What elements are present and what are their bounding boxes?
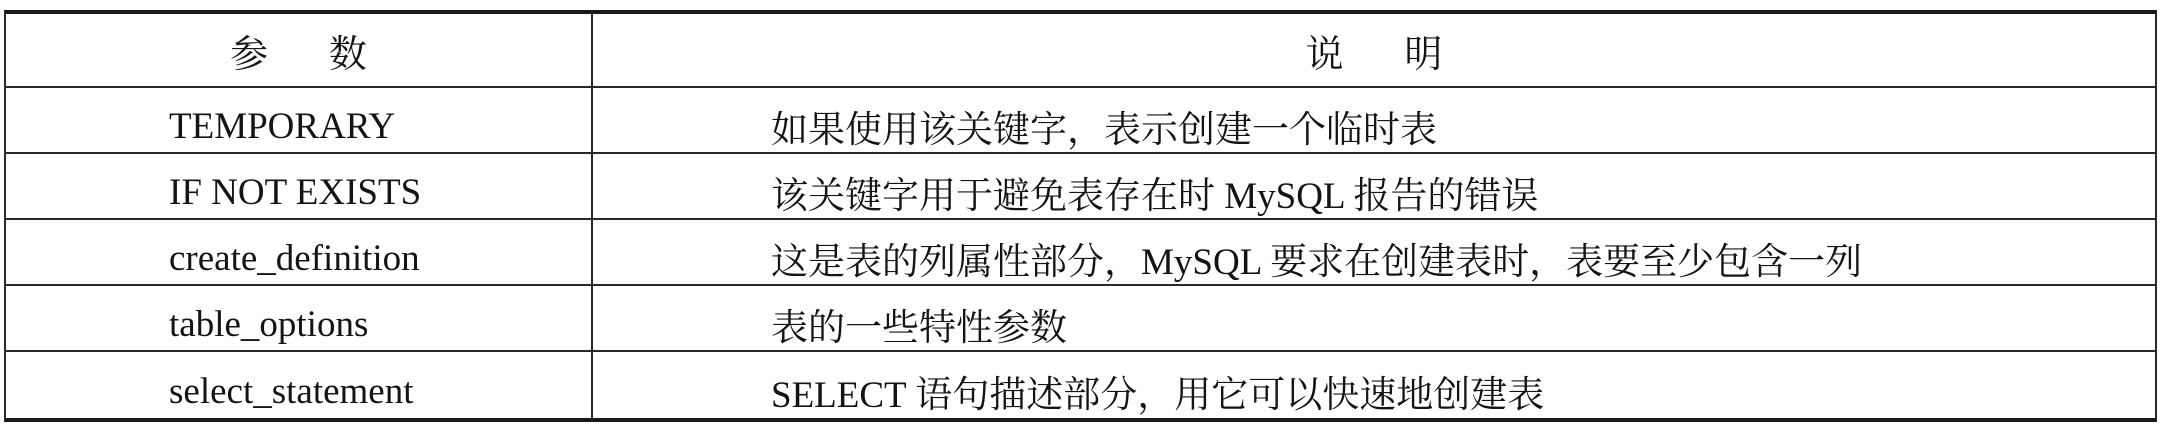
- table-row: [6, 285, 2155, 351]
- param-cell: [6, 351, 592, 418]
- param-text: select_statement: [169, 370, 414, 412]
- description-cell: [592, 285, 2155, 351]
- parameter-table: [4, 10, 2157, 422]
- param-cell: [6, 153, 592, 219]
- description-text: 如果使用该关键字，表示创建一个临时表: [771, 110, 1437, 151]
- param-cell: [6, 87, 592, 153]
- description-cell: [592, 219, 2155, 285]
- description-cell: [592, 87, 2155, 153]
- description-text: SELECT 语句描述部分，用它可以快速地创建表: [771, 375, 1545, 416]
- param-text: TEMPORARY: [169, 105, 396, 147]
- parameter-table-grid: [6, 14, 2155, 418]
- table-row: [6, 219, 2155, 285]
- header-param: 参数: [6, 14, 592, 87]
- param-cell: [6, 285, 592, 351]
- param-text: create_definition: [169, 237, 420, 279]
- table-row: [6, 153, 2155, 219]
- description-text: 表的一些特性参数: [771, 308, 1067, 349]
- description-text: 该关键字用于避免表存在时 MySQL 报告的错误: [771, 176, 1539, 217]
- header-description: 说明: [592, 14, 2155, 87]
- param-text: IF NOT EXISTS: [169, 171, 422, 213]
- table-header-row: [6, 14, 2155, 87]
- table-row: [6, 87, 2155, 153]
- description-text: 这是表的列属性部分，MySQL 要求在创建表时，表要至少包含一列: [771, 242, 1863, 283]
- param-text: table_options: [169, 303, 369, 345]
- description-cell: [592, 351, 2155, 418]
- table-row: [6, 351, 2155, 418]
- param-cell: [6, 219, 592, 285]
- description-cell: [592, 153, 2155, 219]
